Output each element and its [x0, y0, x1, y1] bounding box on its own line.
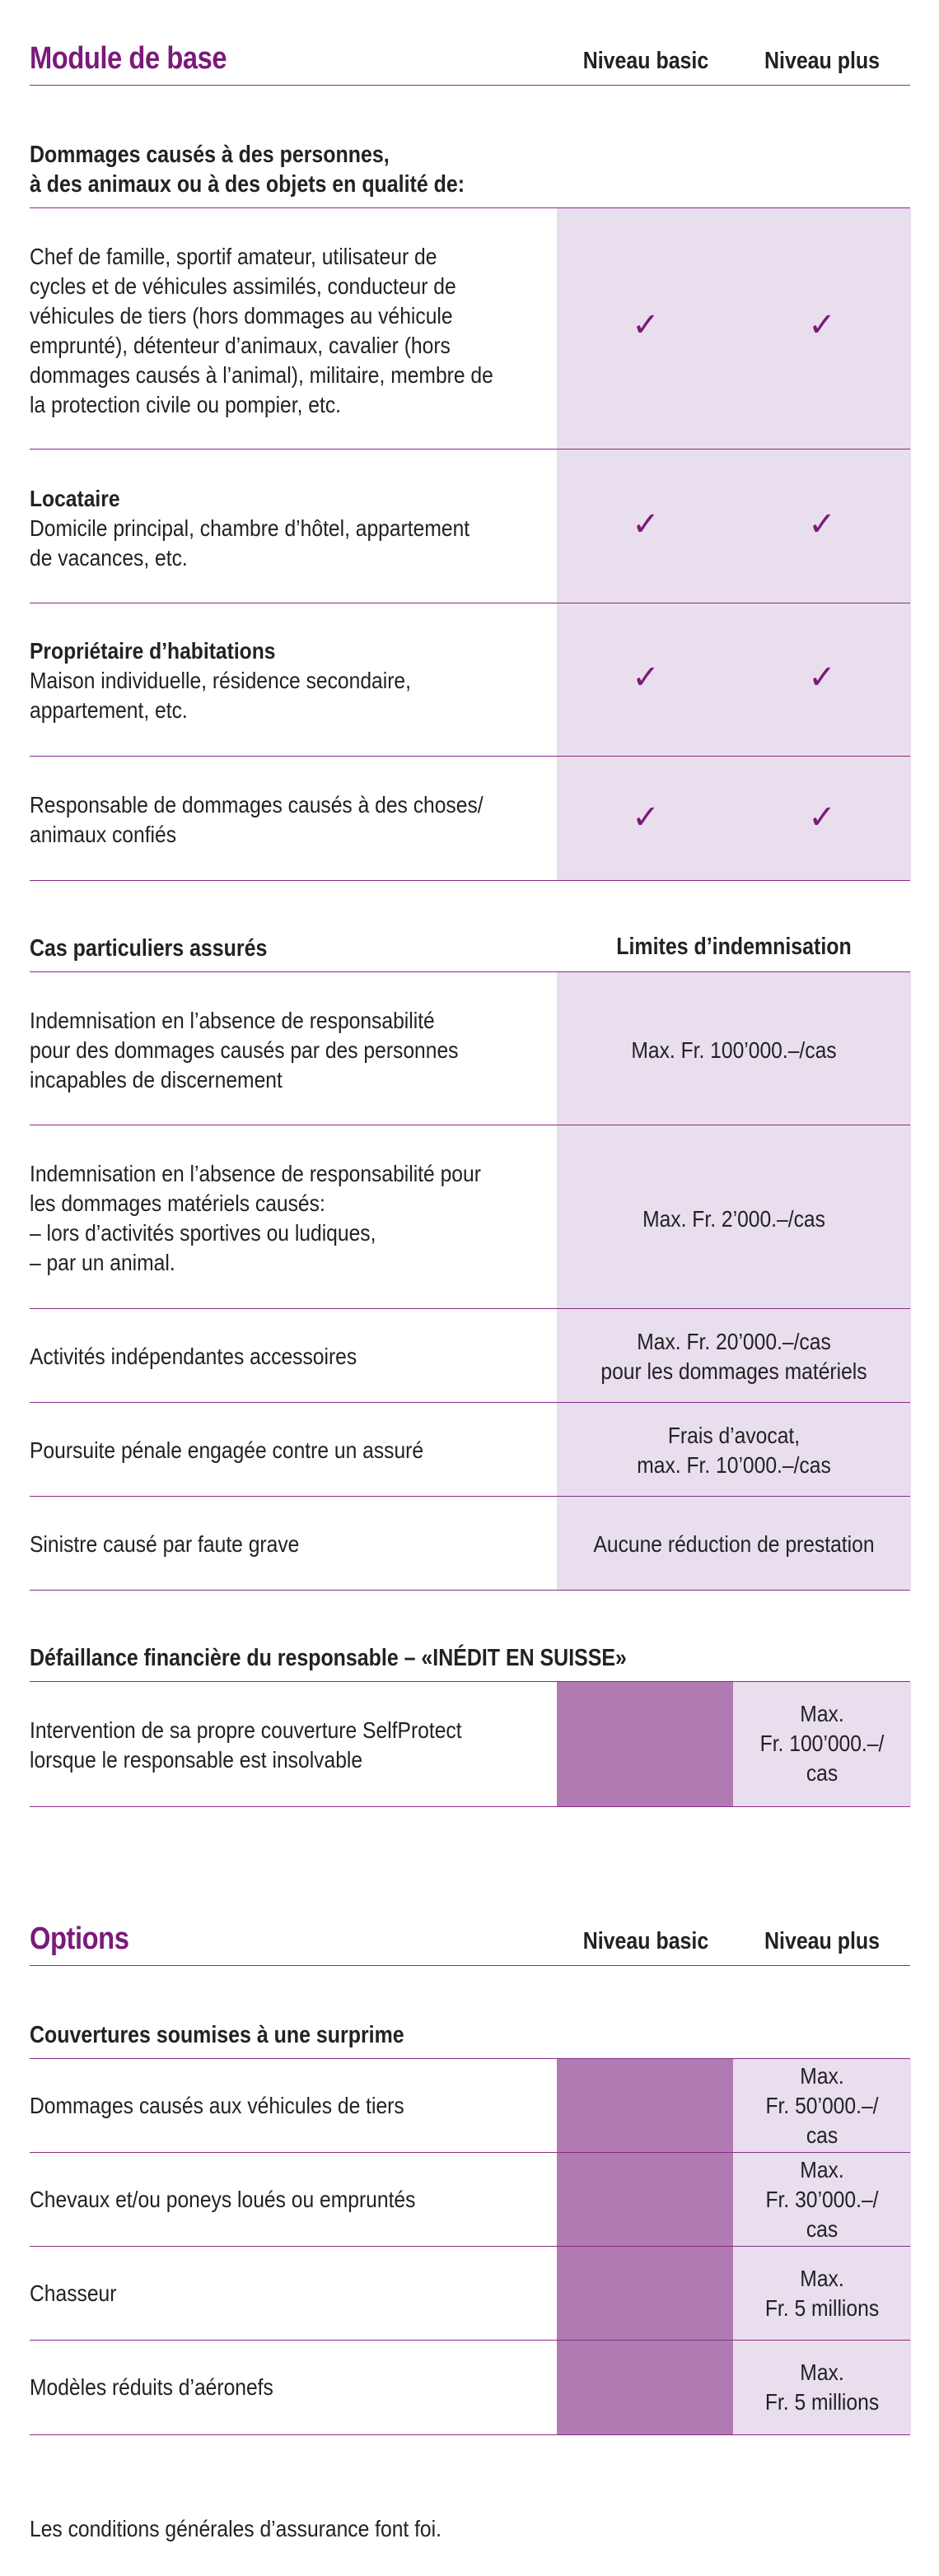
module-de-base-title: Module de base	[30, 41, 227, 76]
options-col-header-plus: Niveau plus	[764, 1928, 880, 1954]
cas-row-5-limit: Aucune réduction de prestation	[593, 1531, 875, 1557]
footer-note: Les conditions générales d’assurance font foi.	[30, 2516, 441, 2541]
option-row-1-plus-value: Max. Fr. 50’000.–/ cas	[765, 2063, 879, 2148]
cas-row-2-text: Indemnisation en l’absence de responsabilité pour les dommages matériels causés: – lors d’activités sportives ou ludiques, – par un animal.	[30, 1161, 481, 1275]
divider	[30, 85, 910, 86]
option-row-3-plus-value: Max. Fr. 5 millions	[764, 2266, 880, 2321]
divider	[30, 1806, 910, 1807]
col-header-limites: Limites d’indemnisation	[616, 934, 852, 960]
coverage-row-3-text: Maison individuelle, résidence secondaire, appartement, etc.	[30, 668, 411, 723]
coverage-row-4-text: Responsable de dommages causés à des choses/ animaux confiés	[30, 792, 484, 847]
cas-row-4-limit: Frais d’avocat, max. Fr. 10’000.–/cas	[637, 1423, 831, 1478]
divider	[30, 1308, 910, 1309]
coverage-row-1-text: Chef de famille, sportif amateur, utilisateur de cycles et de véhicules assimilés, conducteur de véhicules de tiers (hors dommages au véhicule emprunté), détenteur d’animaux, cavalier (hors dommages causés à l’animal), militaire, membre de la protection civile ou pompier, etc.	[30, 244, 493, 417]
section-heading-surprime: Couvertures soumises à une surprime	[30, 2022, 404, 2048]
cas-row-3-limit: Max. Fr. 20’000.–/cas pour les dommages matériels	[600, 1329, 867, 1384]
option-row-1-text: Dommages causés aux véhicules de tiers	[30, 2093, 404, 2118]
divider	[30, 1590, 910, 1591]
options-basic-not-included-block	[557, 2059, 733, 2434]
option-row-3-text: Chasseur	[30, 2280, 117, 2306]
coverage-row-3-title: Propriétaire d’habitations	[30, 638, 276, 664]
section-heading-defaillance: Défaillance financière du responsable – «INÉDIT EN SUISSE»	[30, 1645, 627, 1671]
divider	[30, 880, 910, 881]
divider	[30, 2246, 910, 2247]
divider	[30, 2340, 910, 2341]
cas-row-4-text: Poursuite pénale engagée contre un assuré	[30, 1437, 424, 1463]
options-col-header-basic: Niveau basic	[582, 1928, 709, 1954]
option-row-4-plus-value: Max. Fr. 5 millions	[764, 2359, 880, 2415]
col-header-basic: Niveau basic	[582, 48, 709, 74]
divider	[30, 756, 910, 757]
cas-row-3-text: Activités indépendantes accessoires	[30, 1344, 357, 1369]
divider	[30, 1402, 910, 1403]
col-header-plus: Niveau plus	[764, 48, 880, 74]
cas-row-1-text: Indemnisation en l’absence de responsabilité pour des dommages causés par des personnes incapables de discernement	[30, 1008, 459, 1092]
section-heading-cas-particuliers: Cas particuliers assurés	[30, 935, 268, 962]
coverage-row-2-text: Domicile principal, chambre d’hôtel, appartement de vacances, etc.	[30, 515, 470, 571]
section-heading-dommages: Dommages causés à des personnes, à des animaux ou à des objets en qualité de:	[30, 142, 465, 198]
divider	[30, 1496, 910, 1497]
check-plus-row-2-icon: ✓	[808, 505, 836, 543]
option-row-2-text: Chevaux et/ou poneys loués ou empruntés	[30, 2187, 416, 2212]
divider	[30, 2434, 910, 2435]
check-plus-row-1-icon: ✓	[808, 306, 836, 344]
check-basic-row-2-icon: ✓	[632, 505, 660, 543]
divider	[30, 1965, 910, 1966]
check-basic-row-4-icon: ✓	[632, 799, 660, 836]
divider	[30, 449, 910, 450]
cas-row-5-text: Sinistre causé par faute grave	[30, 1531, 300, 1557]
basic-not-included-block	[557, 1682, 733, 1806]
check-basic-row-3-icon: ✓	[632, 659, 660, 696]
divider	[30, 2152, 910, 2153]
options-title: Options	[30, 1922, 129, 1956]
defaillance-plus-value: Max. Fr. 100’000.–/ cas	[759, 1701, 885, 1786]
check-plus-row-3-icon: ✓	[808, 659, 836, 696]
option-row-2-plus-value: Max. Fr. 30’000.–/ cas	[765, 2157, 879, 2242]
check-basic-row-1-icon: ✓	[632, 306, 660, 344]
check-plus-row-4-icon: ✓	[808, 799, 836, 836]
defaillance-text: Intervention de sa propre couverture SelfProtect lorsque le responsable est insolvable	[30, 1717, 462, 1772]
cas-row-2-limit: Max. Fr. 2’000.–/cas	[642, 1206, 825, 1232]
cas-row-1-limit: Max. Fr. 100’000.–/cas	[631, 1037, 837, 1063]
option-row-4-text: Modèles réduits d’aéronefs	[30, 2374, 273, 2400]
coverage-row-2-title: Locataire	[30, 486, 120, 511]
